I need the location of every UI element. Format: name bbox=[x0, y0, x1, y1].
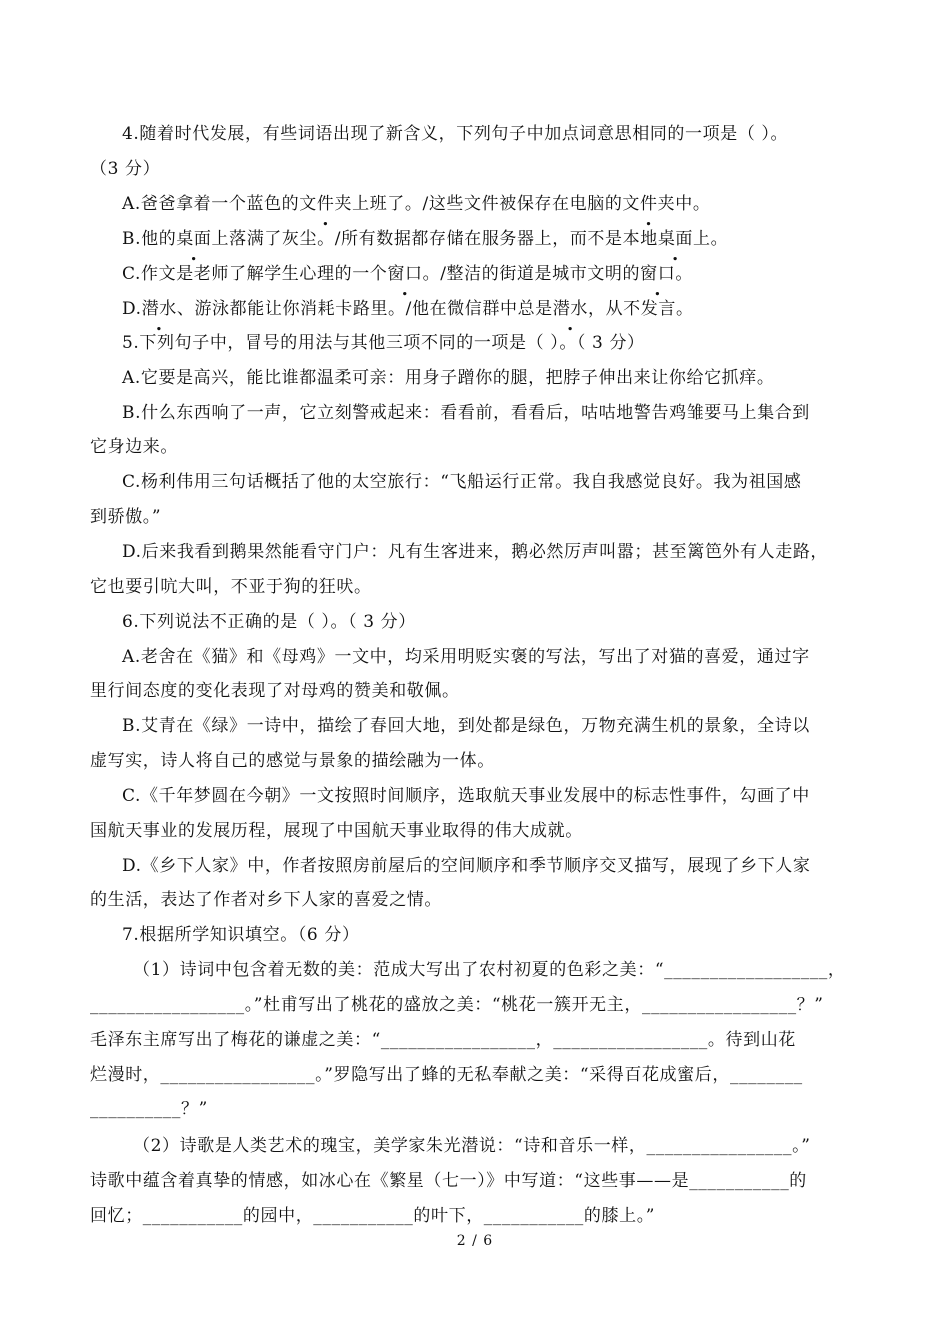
q5-option-d-line2: 它也要引吭大叫，不亚于狗的狂吠。 bbox=[90, 577, 372, 597]
q6-option-d-line1: D.《乡下人家》中，作者按照房前屋后的空间顺序和季节顺序交叉描写，展现了乡下人家 bbox=[122, 856, 811, 876]
q4-option-a: A.爸爸拿着一个蓝色的文件夹上班了。/这些文件被保存在电脑的文件夹中。 bbox=[122, 194, 711, 214]
q7-part1-line4: 烂漫时，_________________。”罗隐写出了蜂的无私奉献之美：“采得百花成蜜后，________ bbox=[90, 1065, 803, 1085]
q7-part2-line2: 诗歌中蕴含着真挚的情感，如冰心在《繁星（七一）》中写道：“这些事——是___________的 bbox=[90, 1171, 807, 1191]
emphasized-word: 窗口 bbox=[640, 264, 676, 284]
q5-option-b-line2: 它身边来。 bbox=[90, 437, 178, 457]
emphasized-word: 窗口 bbox=[387, 264, 423, 284]
q7-part1-line2: _________________。”杜甫写出了桃花的盛放之美：“桃花一簇开无主，_________________？” bbox=[90, 995, 824, 1015]
emphasized-word: 桌面 bbox=[176, 229, 212, 249]
emphasized-word: 潜水 bbox=[141, 299, 177, 319]
q6-option-b-line1: B.艾青在《绿》一诗中，描绘了春回大地，到处都是绿色，万物充满生机的景象，全诗以 bbox=[122, 716, 810, 736]
q4-points: （3 分） bbox=[90, 159, 161, 179]
q7-part1-line1: （1）诗词中包含着无数的美：范成大写出了农村初夏的色彩之美：“__________________， bbox=[133, 960, 846, 980]
q7-part2-line1: （2）诗歌是人类艺术的瑰宝，美学家朱光潜说：“诗和音乐一样，________________。” bbox=[133, 1136, 811, 1156]
q6-option-d-line2: 的生活，表达了作者对乡下人家的喜爱之情。 bbox=[90, 890, 442, 910]
q5-option-a: A.它要是高兴，能比谁都温柔可亲：用身子蹭你的腿，把脖子伸出来让你给它抓痒。 bbox=[122, 368, 775, 388]
q5-option-d-line1: D.后来我看到鹅果然能看守门户：凡有生客进来，鹅必然厉声叫嚣；甚至篱笆外有人走路， bbox=[122, 542, 829, 562]
q5-option-c-line2: 到骄傲。” bbox=[90, 507, 162, 527]
q6-stem: 6.下列说法不正确的是（ ）。（ 3 分） bbox=[122, 612, 416, 632]
emphasized-word: 文件夹 bbox=[622, 194, 676, 214]
q6-option-c-line1: C.《千年梦圆在今朝》一文按照时间顺序，选取航天事业发展中的标志性事件，勾画了中 bbox=[122, 786, 810, 806]
q5-option-b-line1: B.什么东西响了一声，它立刻警戒起来：看看前，看看后，咕咕地警告鸡雏要马上集合到 bbox=[122, 403, 810, 423]
q7-part2-line3: 回忆；___________的园中，___________的叶下，___________的膝上。” bbox=[90, 1206, 656, 1226]
q6-option-c-line2: 国航天事业的发展历程，展现了中国航天事业取得的伟大成就。 bbox=[90, 821, 583, 841]
q4-option-d: D.潜水、游泳都能让你消耗卡路里。/他在微信群中总是潜水，从不发言。 bbox=[122, 299, 694, 319]
q5-stem: 5.下列句子中，冒号的用法与其他三项不同的一项是（ ）。（ 3 分） bbox=[122, 333, 645, 353]
q6-option-b-line2: 虚写实，诗人将自己的感觉与景象的描绘融为一体。 bbox=[90, 751, 495, 771]
emphasized-word: 潜水 bbox=[552, 299, 588, 319]
page-number: 2 / 6 bbox=[456, 1233, 494, 1249]
q7-part1-line5: __________？” bbox=[90, 1099, 208, 1119]
q7-stem: 7.根据所学知识填空。（6 分） bbox=[122, 925, 360, 945]
emphasized-word: 桌面 bbox=[657, 229, 694, 249]
q6-option-a-line1: A.老舍在《猫》和《母鸡》一文中，均采用明贬实褒的写法，写出了对猫的喜爱，通过字 bbox=[122, 647, 810, 667]
q6-option-a-line2: 里行间态度的变化表现了对母鸡的赞美和敬佩。 bbox=[90, 681, 460, 701]
emphasized-word: 文件夹 bbox=[299, 194, 353, 214]
q5-option-c-line1: C.杨利伟用三句话概括了他的太空旅行：“飞船运行正常。我自我感觉良好。我为祖国感 bbox=[122, 472, 802, 492]
q4-stem: 4.随着时代发展，有些词语出现了新含义，下列句子中加点词意思相同的一项是（ ）。 bbox=[122, 124, 789, 144]
q4-option-b: B.他的桌面上落满了灰尘。/所有数据都存储在服务器上，而不是本地桌面上。 bbox=[122, 229, 729, 249]
q4-option-c: C.作文是老师了解学生心理的一个窗口。/整洁的街道是城市文明的窗口。 bbox=[122, 264, 693, 284]
q7-part1-line3: 毛泽东主席写出了梅花的谦虚之美：“_________________，_________________。待到山花 bbox=[90, 1030, 796, 1050]
